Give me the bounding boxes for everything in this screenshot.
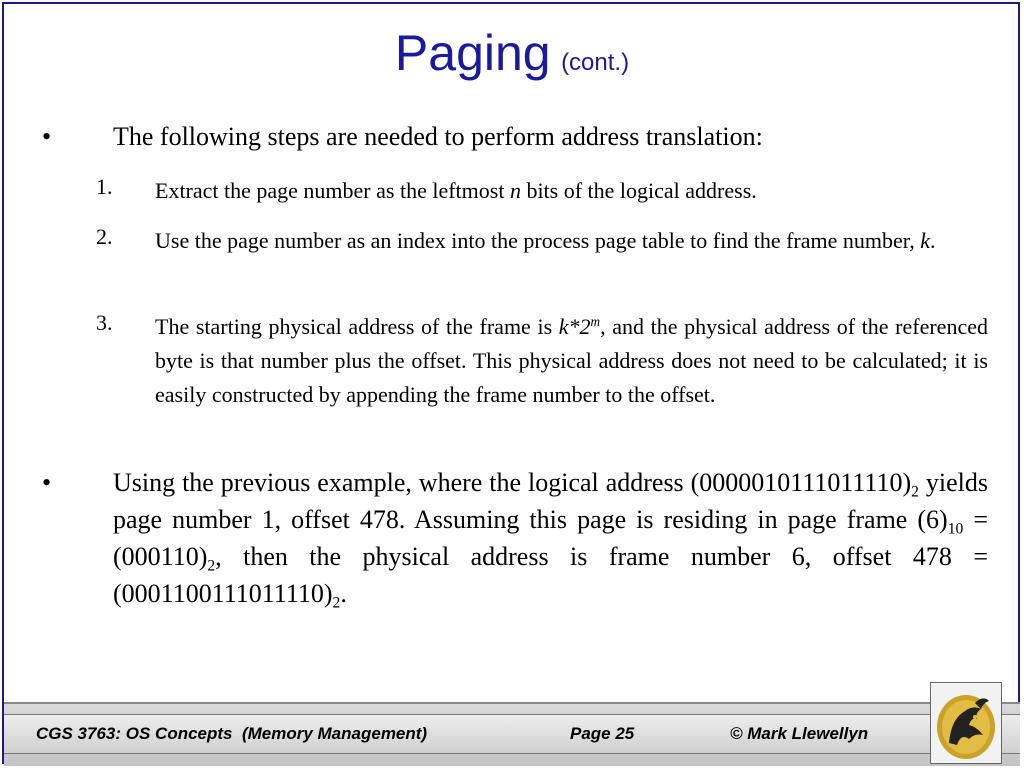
bullet-marker: •	[42, 122, 52, 151]
subscript: 2	[911, 483, 919, 501]
step-text-part: Use the page number as an index into the process page table to find the frame number,	[155, 228, 921, 253]
pegasus-logo-icon	[931, 683, 1001, 763]
step-number: 2.	[96, 224, 113, 249]
step-text-part: Extract the page number as the leftmost	[155, 178, 510, 203]
step-text	[155, 224, 988, 258]
step-text	[155, 174, 988, 208]
text-part: Using the previous example, where the logical address (0000010111011110)	[113, 468, 912, 497]
step-variable: n	[509, 178, 521, 203]
footer-course: CGS 3763: OS Concepts (Memory Management)	[36, 724, 428, 743]
title-suffix: (cont.)	[561, 49, 630, 76]
text-part: , then the physical address is frame number 6, offset 478 = (0001100111011110)	[113, 542, 988, 608]
text-part: yields page number 1, offset 478. Assuming this page is residing in page frame (6)	[113, 468, 988, 534]
bullet-marker: •	[42, 468, 52, 497]
step-text-part: , and the physical address of the referenced byte is that number plus the offset. This physical address does not need to be calculated; it is easily constructed by appending the frame number to the offset.	[155, 314, 988, 407]
footer-author: © Mark Llewellyn	[730, 724, 869, 743]
subscript: 10	[947, 520, 964, 538]
step-exponent: m	[590, 314, 601, 330]
step-number: 1.	[96, 174, 113, 199]
subscript: 2	[207, 557, 216, 575]
step-text-part: .	[929, 228, 936, 253]
logo-frame	[930, 682, 1002, 764]
step-text-part: bits of the logical address.	[520, 178, 757, 203]
title-main: Paging	[394, 25, 551, 81]
bullet-text: The following steps are needed to perform address translation:	[113, 122, 763, 151]
step-text	[155, 310, 988, 412]
step-number: 3.	[96, 310, 113, 335]
text-part: .	[340, 579, 347, 608]
step-variable: k*2	[558, 314, 591, 339]
subscript: 2	[332, 594, 341, 612]
step-variable: k	[920, 228, 930, 253]
text-part: = (000110)	[113, 505, 988, 571]
footer-page-number: Page 25	[570, 724, 635, 743]
step-text-part: The starting physical address of the frame is	[155, 314, 559, 339]
bullet-text	[113, 464, 988, 612]
slide-footer	[4, 702, 1020, 766]
